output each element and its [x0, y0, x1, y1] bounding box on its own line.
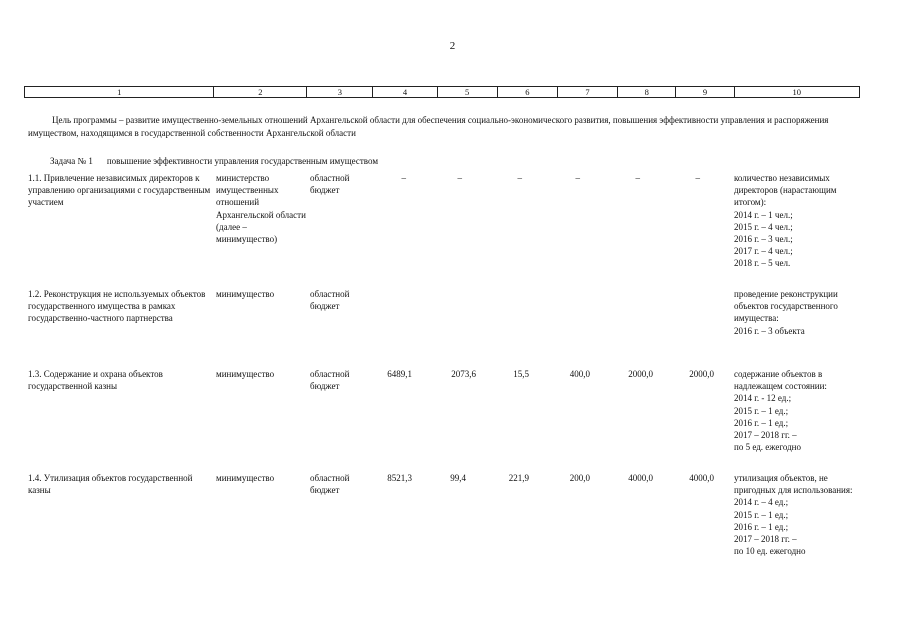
row-name: 1.3. Содержание и охрана объектов государственной казны: [28, 369, 163, 392]
row-value: –: [401, 173, 406, 183]
task-heading: [50, 155, 378, 167]
row-value: 8521,3: [387, 473, 412, 483]
row-result: содержание объектов в надлежащем состоянии: 2014 г. - 12 ед.; 2015 г. – 1 ед.; 2016 г. – 1 ед.; 2017 – 2018 гг. – по 5 ед. ежегодно: [734, 369, 827, 453]
column-number: 8: [618, 87, 676, 97]
column-number: 7: [558, 87, 618, 97]
row-executor: минимущество: [216, 369, 275, 379]
row-value: –: [457, 173, 462, 183]
row-executor: министерство имущественных отношений Архангельской области (далее – минимущество): [216, 173, 306, 245]
row-value: 99,4: [450, 473, 466, 483]
row-value: 400,0: [569, 369, 590, 379]
row-value: 4000,0: [689, 473, 714, 483]
row-result: проведение реконструкции объектов государственного имущества: 2016 г. – 3 объекта: [734, 289, 838, 336]
row-result: количество независимых директоров (нарастающим итогом): 2014 г. – 1 чел.; 2015 г. – 4 чел.; 2016 г. – 3 чел.; 2017 г. – 4 чел.; 2018 г. – 5 чел.: [734, 173, 837, 269]
column-number: 2: [214, 87, 307, 97]
row-value: 2073,6: [451, 369, 476, 379]
row-value: –: [695, 173, 700, 183]
row-executor: минимущество: [216, 289, 275, 299]
row-value: 6489,1: [387, 369, 412, 379]
column-number: 6: [498, 87, 558, 97]
column-number-header: [24, 86, 860, 98]
column-number: 3: [307, 87, 373, 97]
row-value: 2000,0: [628, 369, 653, 379]
column-number: 1: [25, 87, 214, 97]
row-name: 1.4. Утилизация объектов государственной казны: [28, 473, 193, 496]
column-number: 5: [438, 87, 498, 97]
row-value: 2000,0: [689, 369, 714, 379]
column-number: 10: [792, 87, 802, 97]
row-source: областной бюджет: [310, 173, 350, 196]
row-executor: минимущество: [216, 473, 275, 483]
row-value: –: [575, 173, 580, 183]
page-number: 2: [449, 40, 456, 52]
row-name: 1.2. Реконструкция не используемых объектов государственного имущества в рамках государственно-частного партнерства: [28, 289, 206, 324]
row-value: –: [635, 173, 640, 183]
program-goal: Цель программы – развитие имущественно-земельных отношений Архангельской области для обеспечения социально-экономического развития, повышения эффективности управления и распоряжения имуществом, находящимся в государственной собственности Архангельской области: [28, 115, 829, 138]
row-source: областной бюджет: [310, 289, 350, 312]
row-source: областной бюджет: [310, 369, 350, 392]
column-number: 4: [373, 87, 437, 97]
column-number: 9: [676, 87, 734, 97]
row-source: областной бюджет: [310, 473, 350, 496]
row-value: –: [517, 173, 522, 183]
row-name: 1.1. Привлечение независимых директоров к управлению организациями с государственным участием: [28, 173, 211, 208]
task-label: Задача № 1: [50, 156, 93, 166]
row-value: 200,0: [569, 473, 590, 483]
row-result: утилизация объектов, не пригодных для использования: 2014 г. – 4 ед.; 2015 г. – 1 ед.; 2016 г. – 1 ед.; 2017 – 2018 гг. – по 10 ед. ежегодно: [734, 473, 853, 557]
row-value: 15,5: [513, 369, 529, 379]
row-value: 4000,0: [628, 473, 653, 483]
task-text: повышение эффективности управления государственным имуществом: [106, 156, 379, 166]
row-value: 221,9: [508, 473, 529, 483]
